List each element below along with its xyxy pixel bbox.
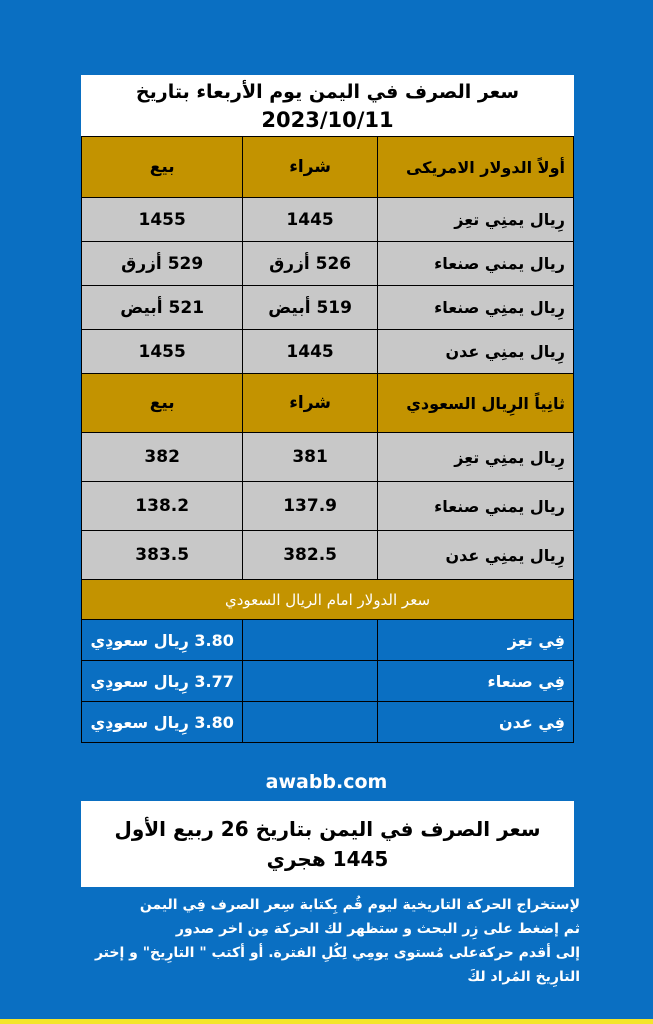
sell-value: 1455 xyxy=(82,198,243,242)
buy-value: 519 أبيض xyxy=(243,286,378,330)
table-row xyxy=(82,242,574,286)
table-row xyxy=(82,198,574,242)
sell-value: 138.2 xyxy=(82,482,243,531)
buy-value: 526 أزرق xyxy=(243,242,378,286)
city-label: فِي عدن xyxy=(377,702,573,743)
buy-value: 1445 xyxy=(243,330,378,374)
buy-value: 1445 xyxy=(243,198,378,242)
band-title: سعر الدولار امام الريال السعودي xyxy=(82,580,574,620)
sell-value: 382 xyxy=(82,433,243,482)
note-line: التارِيخ المُراد لكَ xyxy=(467,969,580,985)
sell-header: بيع xyxy=(82,137,243,198)
buy-value: 381 xyxy=(243,433,378,482)
ratio-value: 3.77 رِيال سعودِي xyxy=(82,661,243,702)
saudi-header-row xyxy=(82,374,574,433)
buy-value: 382.5 xyxy=(243,531,378,580)
dollar-header-label: أولاً الدولار الامريكى xyxy=(377,137,573,198)
table-row xyxy=(82,330,574,374)
buy-header: شراء xyxy=(243,137,378,198)
saudi-header-label: ثانِياً الرِيال السعودي xyxy=(377,374,573,433)
buy-value: 137.9 xyxy=(243,482,378,531)
row-label: رِيال يمنِي عدن xyxy=(377,330,573,374)
note-line: إلى أقدم حركةعلى مُستوى يومِي لِكُلِ الفترة. أو أكتب " التارِيخ" و إختر xyxy=(94,945,580,961)
title-line: سعر الصرف في اليمن يوم الأربعاء بتاريخ xyxy=(135,81,520,103)
dollar-vs-saudi-band xyxy=(82,580,574,620)
sell-value: 1455 xyxy=(82,330,243,374)
table-row xyxy=(82,531,574,580)
empty-cell xyxy=(243,661,378,702)
row-label: رِيال يمنِي عدن xyxy=(377,531,573,580)
row-label: رِيال يمنِي تعِز xyxy=(377,433,573,482)
row-label: رِيال يمنِي تعِز xyxy=(377,198,573,242)
title-date: 2023/10/11 xyxy=(261,108,394,132)
site-url: awabb.com xyxy=(265,771,388,793)
row-label: رِيال يمنِي صنعاء xyxy=(377,286,573,330)
table-row xyxy=(82,702,574,743)
table-row xyxy=(82,620,574,661)
hijri-title-box xyxy=(81,801,574,887)
sell-value: 383.5 xyxy=(82,531,243,580)
sell-value: 521 أبيض xyxy=(82,286,243,330)
title-box xyxy=(81,75,574,137)
empty-cell xyxy=(243,702,378,743)
table-row xyxy=(82,286,574,330)
sell-header: بيع xyxy=(82,374,243,433)
city-label: فِي تعِز xyxy=(377,620,573,661)
hijri-title: سعر الصرف في اليمن بتاريخ 26 ربيع الأول 1445 هجري xyxy=(114,817,541,871)
ratio-value: 3.80 رِيال سعودِي xyxy=(82,702,243,743)
table-row xyxy=(82,433,574,482)
bottom-strip xyxy=(0,1019,653,1024)
instructions-note xyxy=(70,893,580,989)
note-line: لإستخراج الحركة التاريخية ليوم قُم بِكتابة سِعر الصرف فِي اليمن xyxy=(139,897,580,913)
empty-cell xyxy=(243,620,378,661)
note-line: ثم إضغط على زِر البحث و ستظهر لك الحركة مِن اخر صدور xyxy=(175,921,580,937)
dollar-header-row xyxy=(82,137,574,198)
table-row xyxy=(82,661,574,702)
row-label: ريال يمني صنعاء xyxy=(377,242,573,286)
rates-table xyxy=(81,136,574,743)
city-label: فِي صنعاء xyxy=(377,661,573,702)
ratio-value: 3.80 رِيال سعودِي xyxy=(82,620,243,661)
buy-header: شراء xyxy=(243,374,378,433)
table-row xyxy=(82,482,574,531)
sell-value: 529 أزرق xyxy=(82,242,243,286)
row-label: ريال يمني صنعاء xyxy=(377,482,573,531)
